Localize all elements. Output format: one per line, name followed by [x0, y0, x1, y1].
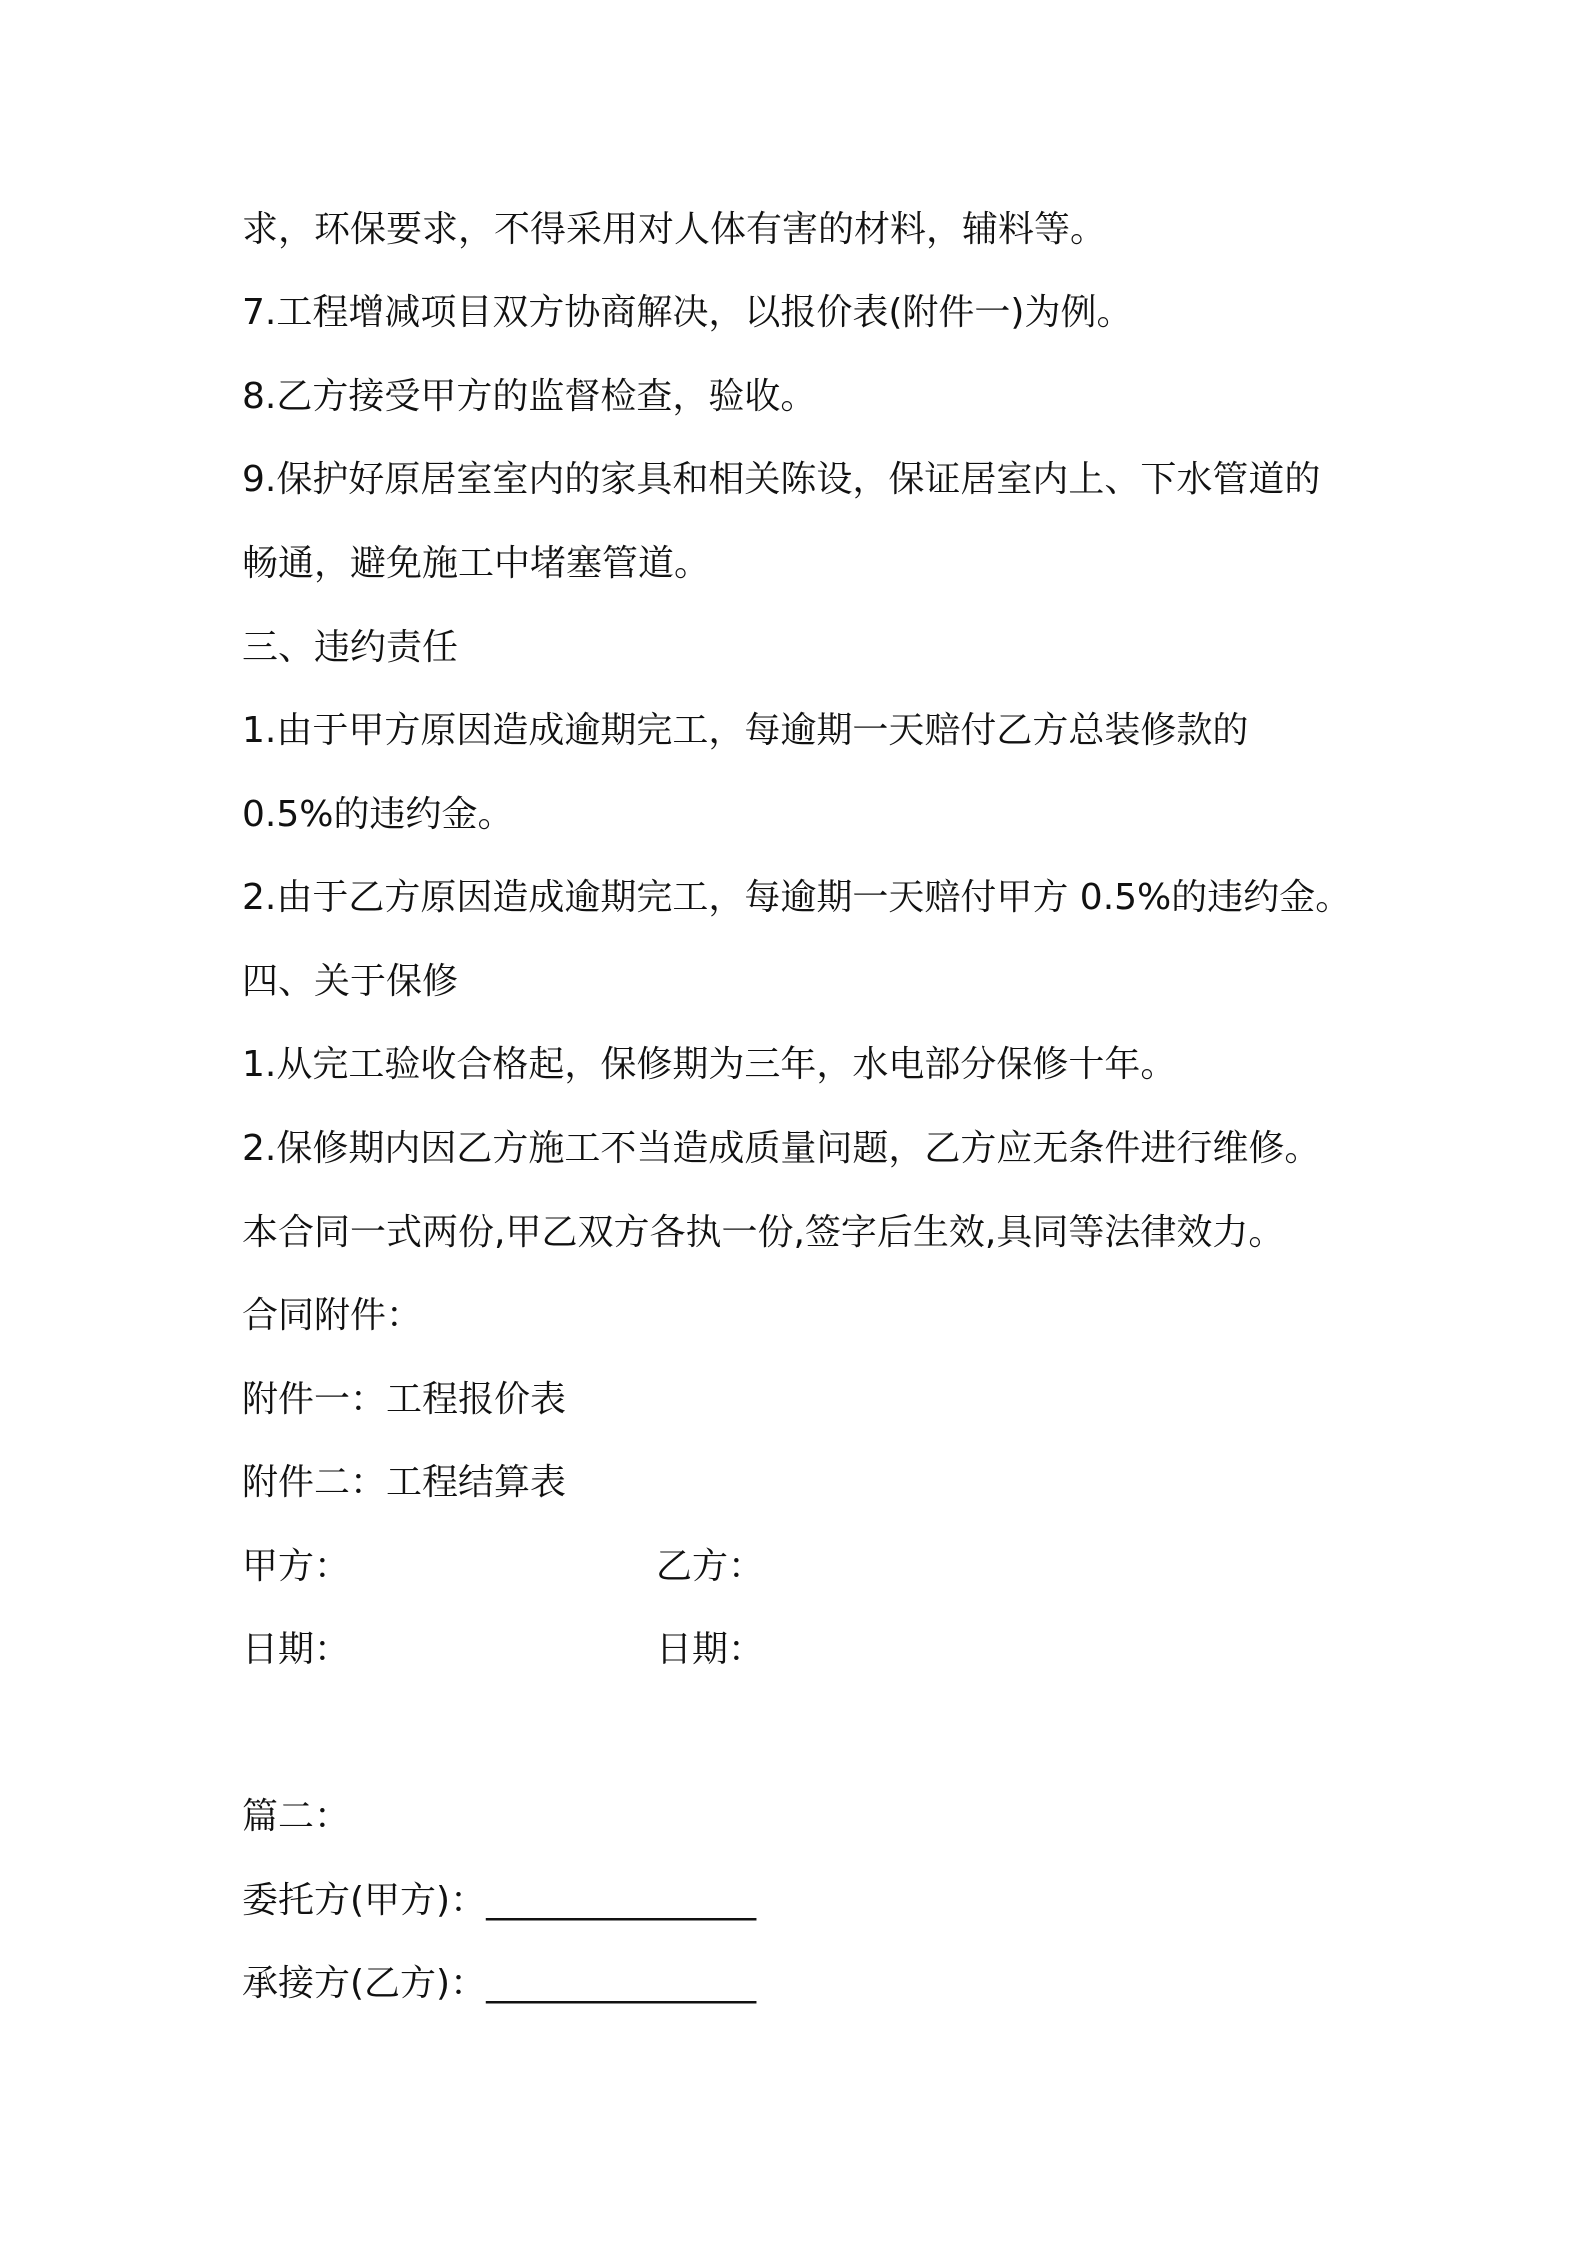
- paragraph-line: 1.由于甲方原因造成逾期完工，每逾期一天赔付乙方总装修款的: [242, 710, 1249, 751]
- date-b-label: 日期：: [656, 1629, 765, 1670]
- section-heading: 三、违约责任: [242, 627, 459, 668]
- contractor-line: 承接方(乙方)：_______________: [242, 1963, 757, 2004]
- paragraph-line: 8.乙方接受甲方的监督检查，验收。: [242, 376, 817, 417]
- part-two-heading: 篇二：: [242, 1796, 351, 1837]
- section-heading: 四、关于保修: [242, 961, 459, 1002]
- paragraph-line: 本合同一式两份,甲乙双方各执一份,签字后生效,具同等法律效力。: [242, 1212, 1285, 1253]
- party-a-label: 甲方：: [242, 1546, 351, 1587]
- attachments-heading: 合同附件：: [242, 1295, 423, 1336]
- paragraph-line: 2.由于乙方原因造成逾期完工，每逾期一天赔付甲方 0.5%的违约金。: [242, 877, 1352, 918]
- paragraph-line: 1.从完工验收合格起，保修期为三年，水电部分保修十年。: [242, 1044, 1177, 1085]
- date-a-label: 日期：: [242, 1629, 351, 1670]
- paragraph-line: 求，环保要求，不得采用对人体有害的材料，辅料等。: [242, 209, 1107, 250]
- party-b-label: 乙方：: [656, 1546, 765, 1587]
- paragraph-line: 9.保护好原居室室内的家具和相关陈设，保证居室内上、下水管道的: [242, 459, 1321, 500]
- attachment-item: 附件一：工程报价表: [242, 1379, 567, 1420]
- client-line: 委托方(甲方)：_______________: [242, 1880, 757, 1921]
- paragraph-line: 畅通，避免施工中堵塞管道。: [242, 543, 711, 584]
- paragraph-line: 7.工程增减项目双方协商解决，以报价表(附件一)为例。: [242, 292, 1133, 333]
- paragraph-line: 2.保修期内因乙方施工不当造成质量问题，乙方应无条件进行维修。: [242, 1128, 1321, 1169]
- paragraph-line: 0.5%的违约金。: [242, 794, 514, 835]
- attachment-item: 附件二：工程结算表: [242, 1462, 567, 1503]
